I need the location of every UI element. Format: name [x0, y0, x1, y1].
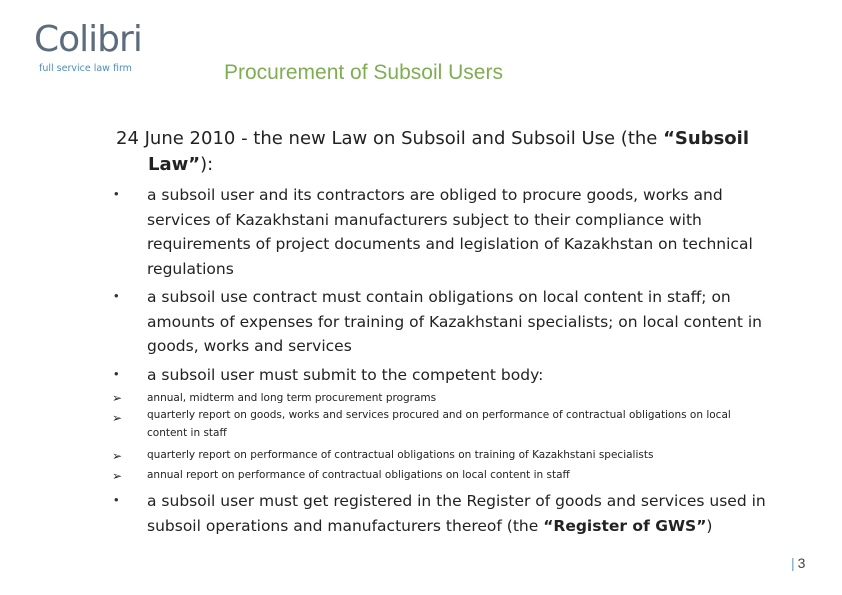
arrow-bullet-icon: ➢: [112, 469, 123, 483]
bullet-dot: •: [114, 492, 119, 507]
heading-text: 24 June 2010 - the new Law on Subsoil and Subsoil Use (the: [116, 128, 664, 149]
bullet-item: [147, 489, 797, 538]
bullet-line: a subsoil user must get registered in the Register of goods and services used in: [147, 492, 766, 510]
bullet-line: a subsoil user and its contractors are obliged to procure goods, works and: [147, 186, 723, 204]
bullet-line: regulations: [147, 259, 234, 278]
bullet-text-end: ): [706, 516, 713, 535]
sub-line: quarterly report on performance of contractual obligations on training of Kazakhstani specialists: [147, 449, 654, 461]
sub-line: annual, midterm and long term procurement programs: [147, 392, 437, 404]
bullet-line: a subsoil user must submit to the competent body:: [147, 366, 544, 384]
sub-item: [147, 406, 797, 442]
sub-item: [147, 445, 797, 465]
page-number: [791, 555, 805, 571]
arrow-bullet-icon: ➢: [112, 449, 123, 463]
bullet-line: [147, 514, 797, 539]
slide-title: Procurement of Subsoil Users: [224, 61, 503, 84]
register-term: “Register of GWS”: [543, 516, 707, 535]
bullet-dot: •: [114, 288, 119, 303]
bullet-line: services of Kazakhstani manufacturers subject to their compliance with: [147, 210, 702, 229]
bullet-line: requirements of project documents and legislation of Kazakhstan on technical: [147, 235, 753, 253]
heading-bold-term: “Subsoil: [663, 128, 750, 149]
sub-item: [147, 465, 797, 485]
bullet-dot: •: [114, 366, 119, 381]
sub-line: content in staff: [147, 427, 227, 439]
sub-line: quarterly report on goods, works and services procured and on performance of contractual obligations on local: [147, 409, 731, 421]
bullet-item: [147, 285, 797, 359]
arrow-bullet-icon: ➢: [112, 411, 123, 425]
heading-bold-term-end: Law”: [148, 154, 201, 175]
sub-line: annual report on performance of contractual obligations on local content in staff: [147, 469, 570, 481]
page-divider: |: [791, 555, 795, 571]
bullet-item: [147, 363, 797, 388]
bullet-line: amounts of expenses for training of Kazakhstani specialists; on local content in: [147, 312, 762, 331]
sub-item: [147, 388, 797, 408]
arrow-bullet-icon: ➢: [112, 391, 123, 405]
logo-wordmark: Colibri: [34, 19, 142, 60]
logo-tagline: full service law firm: [39, 63, 132, 74]
bullet-item: [147, 183, 797, 281]
bullet-line: a subsoil use contract must contain obligations on local content in staff; on: [147, 288, 731, 306]
page-number-value: 3: [797, 555, 806, 571]
bullet-text: subsoil operations and manufacturers thereof (the: [147, 516, 544, 535]
bullet-dot: •: [114, 186, 119, 201]
bullet-line: goods, works and services: [147, 337, 352, 355]
heading-text-end: ):: [200, 154, 214, 175]
